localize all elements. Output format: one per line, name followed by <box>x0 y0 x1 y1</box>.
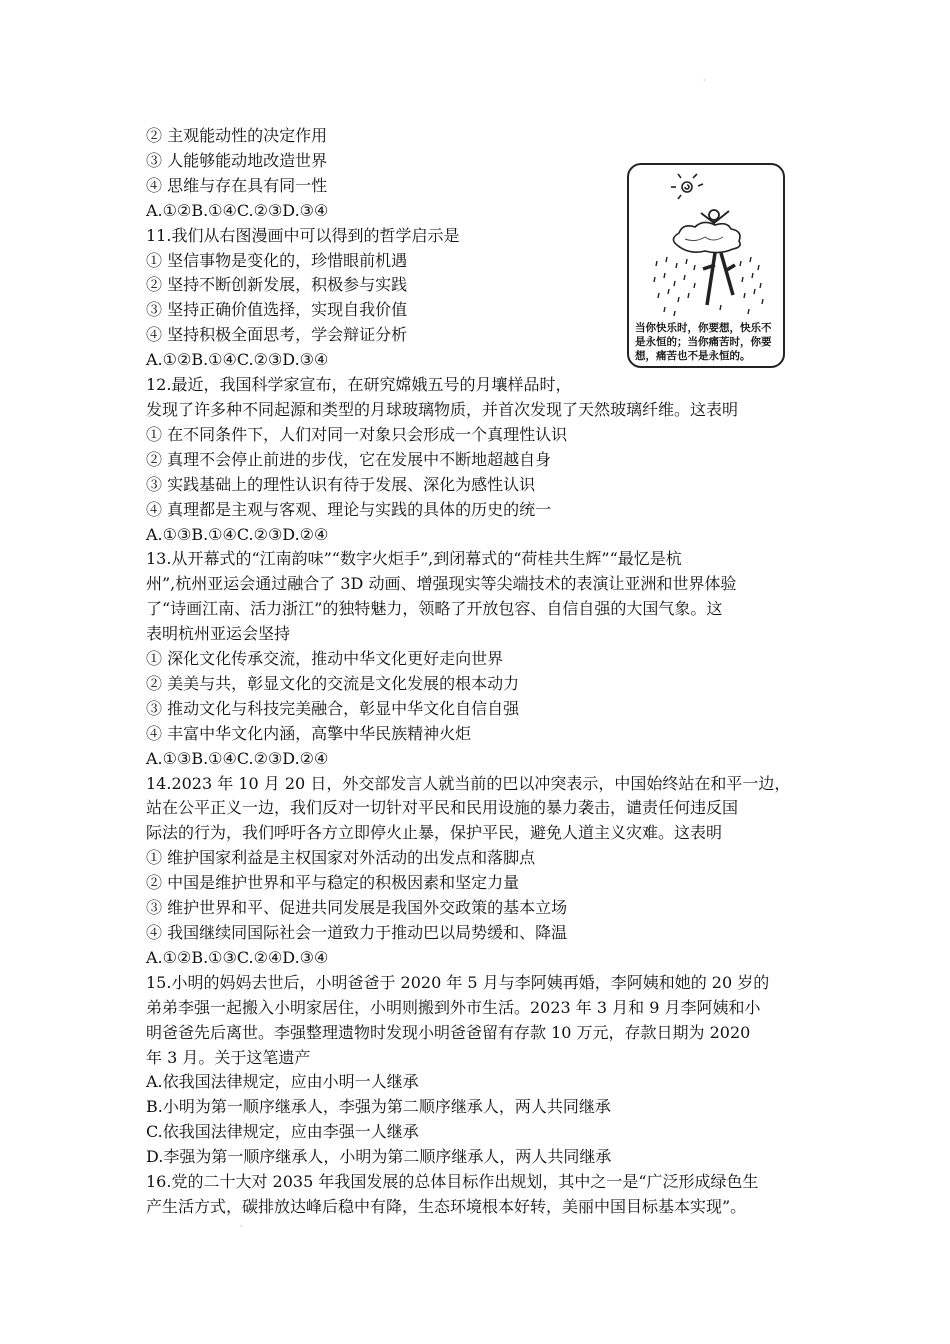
text-line: ③ 人能够能动地改造世界 <box>146 150 328 170</box>
answer-options: A.①③B.①④C.②③D.②④ <box>146 748 329 768</box>
text-line: ④ 真理都是主观与客观、理论与实践的具体的历史的统一 <box>146 499 552 519</box>
text-line: ① 深化文化传承交流，推动中华文化更好走向世界 <box>146 649 504 669</box>
text-line: ④ 我国继续同国际社会一道致力于推动巴以局势缓和、降温 <box>146 923 568 942</box>
cartoon-illustration <box>627 163 785 368</box>
text-line: 站在公平正义一边，我们反对一切针对平民和民用设施的暴力袭击，谴责任何违反国 <box>146 798 739 818</box>
text-line: ① 在不同条件下，人们对同一对象只会形成一个真理性认识 <box>146 424 568 444</box>
cartoon-drawing <box>629 165 783 320</box>
text-line: ② 主观能动性的决定作用 <box>146 126 328 145</box>
text-line: ② 美美与共，彰显文化的交流是文化发展的根本动力 <box>146 673 520 693</box>
text-line: ③ 实践基础上的理性认识有待于发展、深化为感性认识 <box>146 474 536 494</box>
question-11-stem: 11.我们从右图漫画中可以得到的哲学启示是 <box>146 225 460 245</box>
cartoon-caption: 当你快乐时，你要想，快乐不是永恒的；当你痛苦时，你要想，痛苦也不是永恒的。 <box>635 322 772 362</box>
scan-dot: · <box>240 1222 243 1231</box>
scan-dot: · <box>703 76 706 85</box>
text-line: 明爸爸先后离世。李强整理遗物时发现小明爸爸留有存款 10 万元，存款日期为 2020 <box>146 1022 751 1042</box>
answer-options: A.①②B.①④C.②③D.③④ <box>146 200 329 220</box>
option-b: B.小明为第一顺序继承人，李强为第二顺序继承人，两人共同继承 <box>146 1097 611 1117</box>
cloud-shape <box>673 222 740 252</box>
question-12-stem: 12.最近，我国科学家宣布，在研究嫦娥五号的月壤样品时， <box>146 375 572 395</box>
text-line: ① 维护国家利益是主权国家对外活动的出发点和落脚点 <box>146 848 536 868</box>
text-line: 了“诗画江南、活力浙江”的独特魅力，领略了开放包容、自信自强的大国气象。这 <box>146 599 723 619</box>
text-line: 弟弟李强一起搬入小明家居住，小明则搬到外市生活。2023 年 3 月和 9 月李阿姨和小 <box>146 997 761 1017</box>
text-line: ④ 丰富中华文化内涵，高擎中华民族精神火炬 <box>146 723 472 743</box>
text-line: ③ 坚持正确价值选择，实现自我价值 <box>146 300 408 320</box>
text-line: 州”,杭州亚运会通过融合了 3D 动画、增强现实等尖端技术的表演让亚洲和世界体验 <box>146 574 737 594</box>
text-line: ④ 坚持积极全面思考，学会辩证分析 <box>146 325 408 345</box>
text-line: ③ 维护世界和平、促进共同发展是我国外交政策的基本立场 <box>146 898 568 918</box>
text-line: ② 真理不会停止前进的步伐，它在发展中不断地超越自身 <box>146 449 552 469</box>
question-15-stem: 15.小明的妈妈去世后，小明爸爸于 2020 年 5 月与李阿姨再婚，李阿姨和她的 20 岁的 <box>146 972 770 992</box>
option-a: A.依我国法律规定，应由小明一人继承 <box>146 1072 419 1092</box>
text-line: ② 坚持不断创新发展，积极参与实践 <box>146 275 408 295</box>
text-line: 表明杭州亚运会坚持 <box>146 624 291 644</box>
question-16-stem: 16.党的二十大对 2035 年我国发展的总体目标作出规划，其中之一是“广泛形成绿色生 <box>146 1172 759 1192</box>
answer-options: A.①②B.①③C.②④D.③④ <box>146 947 329 967</box>
text-line: 际法的行为，我们呼吁各方立即停火止暴，保护平民，避免人道主义灾难。这表明 <box>146 823 723 843</box>
text-line: ④ 思维与存在具有同一性 <box>146 175 328 195</box>
text-line: 产生活方式，碳排放达峰后稳中有降，生态环境根本好转，美丽中国目标基本实现”。 <box>146 1196 747 1216</box>
sun-icon <box>671 174 703 199</box>
option-c: C.依我国法律规定，应由李强一人继承 <box>146 1122 419 1142</box>
answer-options: A.①②B.①④C.②③D.③④ <box>146 350 329 370</box>
answer-options: A.①③B.①④C.②③D.②④ <box>146 524 329 544</box>
stilt-legs <box>703 253 735 305</box>
question-14-stem: 14.2023 年 10 月 20 日，外交部发言人就当前的巴以冲突表示，中国始终站在和平一边， <box>146 773 791 793</box>
text-line: ③ 推动文化与科技完美融合，彰显中华文化自信自强 <box>146 698 520 718</box>
text-line: 年 3 月。关于这笔遗产 <box>146 1047 311 1067</box>
text-line: ② 中国是维护世界和平与稳定的积极因素和坚定力量 <box>146 873 520 893</box>
question-13-stem: 13.从开幕式的“江南韵味”“数字火炬手”,到闭幕式的“荷桂共生辉”“最忆是杭 <box>146 549 682 569</box>
text-line: ① 坚信事物是变化的，珍惜眼前机遇 <box>146 250 408 270</box>
text-line: 发现了许多种不同起源和类型的月球玻璃物质，并首次发现了天然玻璃纤维。这表明 <box>146 399 739 419</box>
option-d: D.李强为第一顺序继承人，小明为第二顺序继承人，两人共同继承 <box>146 1147 612 1167</box>
